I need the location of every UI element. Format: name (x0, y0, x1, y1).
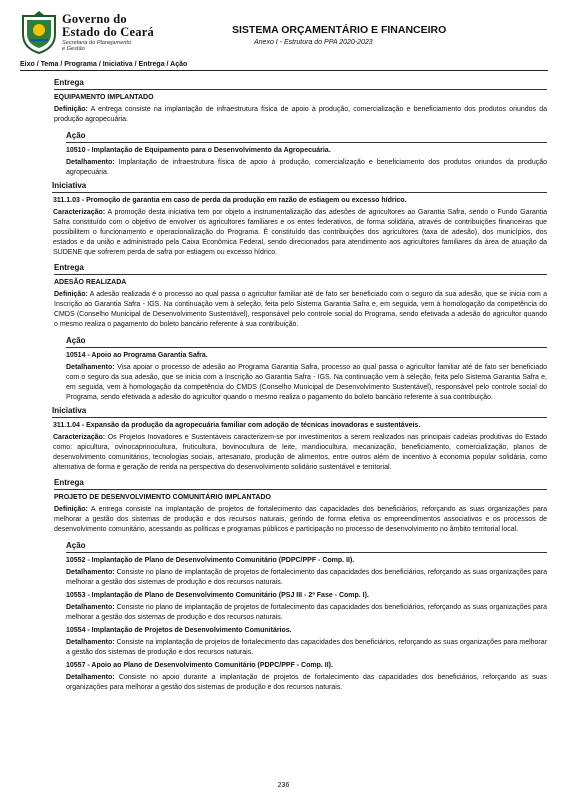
iniciativa-section (53, 180, 547, 258)
header-divider (20, 70, 548, 71)
entrega-section (54, 76, 547, 178)
characterization-text: Os Projetos Inovadores e Sustentáveis caracterizem-se por investimentos a serem realizados nas principais cadeias produtivas do Estado como: apicultura, ovinocaprinocultura, fruticultura, bovinocultura de leite, mandiocultura, mecanização, beneficiamento, comercialização, planos de desenvolvimento comunitários, tecnologias sociais, artesanato, produção de alimentos, entre outros além de incentivo à economia popular solidária, como alternativa de forma e geração de renda na perspectiva do desenvolvimento solidário sustentável e territorial. (53, 434, 547, 471)
page-number: 236 (277, 782, 290, 789)
entrega-definition (54, 105, 547, 125)
main-content (54, 76, 547, 693)
entrega-heading: Entrega (54, 476, 547, 490)
secretaria-line1: Secretaria do Planejamento (62, 40, 132, 46)
acao-item-title: 10552 - Implantação de Plano de Desenvolvimento Comunitário (PDPC/PPF - Comp. II). (66, 557, 355, 564)
entrega-name: PROJETO DE DESENVOLVIMENTO COMUNITÁRIO IMPLANTADO (54, 494, 271, 501)
acao-item-detail (66, 603, 547, 623)
iniciativa-section (53, 405, 547, 473)
detail-text: Consiste no plano de implantação de projetos de fortalecimento das capacidades dos beneficiários, reforçando as suas organizações para melhorar a gestão dos sistemas de produção e dos recursos naturais. (66, 604, 547, 621)
annex-subtitle: Anexo I - Estrutura do PPA 2020-2023 (254, 39, 373, 46)
government-name-line2: Estado do Ceará (62, 25, 154, 39)
detail-text: Visa apoiar o processo de adesão ao Programa Garantia Safra, processo ao qual passa o agricultor familiar até de fato ser beneficiado com o seguro da sua adesão, que se inicia com a Inscrição ao Garantia Safra - IGS. Na continuação vem à seleção, feita pelo Sistema Garantia Safra e, em seguida, vem à homologação da competência do CMDS (Conselho Municipal de Desenvolvimento Sustentável), responsável pelo controle social do Programa, sendo efetivada a adesão do agricultor quando o mesmo realiza o pagamento do boleto bancário referente à sua contribuição. (66, 364, 547, 401)
acao-section (66, 334, 547, 403)
ceara-coat-of-arms-logo (20, 10, 58, 54)
acao-item-detail (66, 158, 547, 178)
detail-text: Implantação de infraestrutura física de apoio à produção, comercialização e beneficiamento dos produtos oriundos da produção agropecuária. (66, 159, 547, 176)
acao-section (66, 539, 547, 693)
acao-item-title: 10510 - Implantação de Equipamento para o Desenvolvimento da Agropecuária. (66, 147, 331, 154)
definition-text: A entrega consiste na implantação de projetos de fortalecimento das capacidades dos beneficiários, reforçando as suas organizações para melhorar a gestão dos sistemas de produção e dos recursos naturais, gerindo de forma efetiva os empreendimentos associativos e os processos de desenvolvimento comunitário, acessando as políticas e programas públicos e participação no processo de desenvolvimento no âmbito territorial local. (54, 506, 547, 533)
acao-heading: Ação (66, 129, 547, 143)
iniciativa-title: 311.1.04 - Expansão da produção da agropecuária familiar com adoção de técnicas inovadoras e sustentáveis. (53, 422, 421, 429)
acao-item-title: 10554 - Implantação de Projetos de Desenvolvimento Comunitários. (66, 627, 292, 634)
detail-text: Consiste na implantação de projetos de fortalecimento das capacidades dos beneficiários, reforçando as suas organizações para melhorar a gestão dos sistemas de produção e dos recursos naturais. (66, 639, 547, 656)
iniciativa-title: 311.1.03 - Promoção de garantia em caso de perda da produção em razão de estiagem ou excesso hídrico. (53, 197, 407, 204)
entrega-section (54, 476, 547, 693)
entrega-heading: Entrega (54, 261, 547, 275)
detail-label: Detalhamento: (66, 569, 115, 576)
characterization-text: A promoção desta iniciativa tem por objeto a instrumentalização das adesões de agricultores ao Garantia Safra, sendo o Fundo Garantia Safra constituído com o objetivo de envolver os agricultores familiares e os entes federativos, de forma solidária, através de contribuições financeiras que possibilitem o funcionamento e operacionalização do Programa. É constituído das contribuições dos agricultores (taxa de adesão), dos municípios, dos estados e da união e administrado pela Caixa Econômica Federal, sendo direcionados para atendimento aos agricultores familiares da área de atuação da SUDENE que sofrerem perda de safra por estiagem ou excesso hídrico. (53, 209, 547, 256)
acao-item-detail (66, 363, 547, 403)
definition-text: A entrega consiste na implantação de infraestrutura física de apoio à produção, comercialização e beneficiamento dos produtos oriundos da produção agropecuária. (54, 106, 547, 123)
entrega-section (54, 261, 547, 403)
definition-label: Definição: (54, 106, 88, 113)
entrega-name: EQUIPAMENTO IMPLANTADO (54, 94, 154, 101)
acao-item-title: 10553 - Implantação de Plano de Desenvolvimento Comunitário (PSJ III - 2ª Fase - Comp. I). (66, 592, 369, 599)
government-name-line1: Governo do (62, 12, 127, 26)
characterization-label: Caracterização: (53, 434, 106, 441)
detail-label: Detalhamento: (66, 604, 115, 611)
entrega-definition (54, 505, 547, 535)
acao-heading: Ação (66, 539, 547, 553)
entrega-heading: Entrega (54, 76, 547, 90)
definition-label: Definição: (54, 506, 88, 513)
iniciativa-characterization (53, 433, 547, 473)
iniciativa-heading: Iniciativa (52, 405, 547, 418)
detail-label: Detalhamento: (66, 639, 115, 646)
definition-text: A adesão realizada é o processo ao qual passa o agricultor familiar até de fato ser beneficiado com o seguro da sua adesão, que se inicia com a Inscrição ao Garantia Safra - IGS. Na continuação vem à seleção, feita pelo Sistema Garantia Safra e, em seguida, vem à homologação da competência do CMDS (Conselho Municipal de Desenvolvimento Sustentável), responsável pelo controle social do Programa, sendo efetivada a adesão do agricultor quando o mesmo realiza o pagamento do boleto bancário referente à sua contribuição. (54, 291, 548, 328)
detail-label: Detalhamento: (66, 364, 115, 371)
acao-item-title: 10557 - Apoio ao Plano de Desenvolvimento Comunitário (PDPC/PPF - Comp. II). (66, 662, 333, 669)
acao-heading: Ação (66, 334, 547, 348)
entrega-name: ADESÃO REALIZADA (54, 279, 127, 286)
breadcrumb: Eixo / Tema / Programa / Iniciativa / Entrega / Ação (20, 61, 188, 68)
iniciativa-heading: Iniciativa (52, 180, 547, 193)
secretaria-line2: e Gestão (62, 46, 85, 52)
page-header (20, 8, 550, 56)
detail-text: Consiste no apoio durante a implantação de projetos de fortalecimento das capacidades dos beneficiários, reforçando as suas organizações para melhorar a gestão dos sistemas de produção e dos recursos naturais. (66, 674, 547, 691)
detail-label: Detalhamento: (66, 159, 115, 166)
acao-section (66, 129, 547, 178)
acao-item-detail (66, 673, 547, 693)
acao-item-detail (66, 568, 547, 588)
detail-label: Detalhamento: (66, 674, 115, 681)
entrega-definition (54, 290, 547, 330)
detail-text: Consiste no plano de implantação de projetos de fortalecimento das capacidades dos beneficiários, reforçando as suas organizações para melhorar a gestão dos sistemas de produção e dos recursos naturais. (66, 569, 547, 586)
acao-item-detail (66, 638, 547, 658)
characterization-label: Caracterização: (53, 209, 106, 216)
iniciativa-characterization (53, 208, 547, 258)
system-title: SISTEMA ORÇAMENTÁRIO E FINANCEIRO (232, 24, 447, 36)
acao-item-title: 10514 - Apoio ao Programa Garantia Safra. (66, 352, 208, 359)
definition-label: Definição: (54, 291, 88, 298)
